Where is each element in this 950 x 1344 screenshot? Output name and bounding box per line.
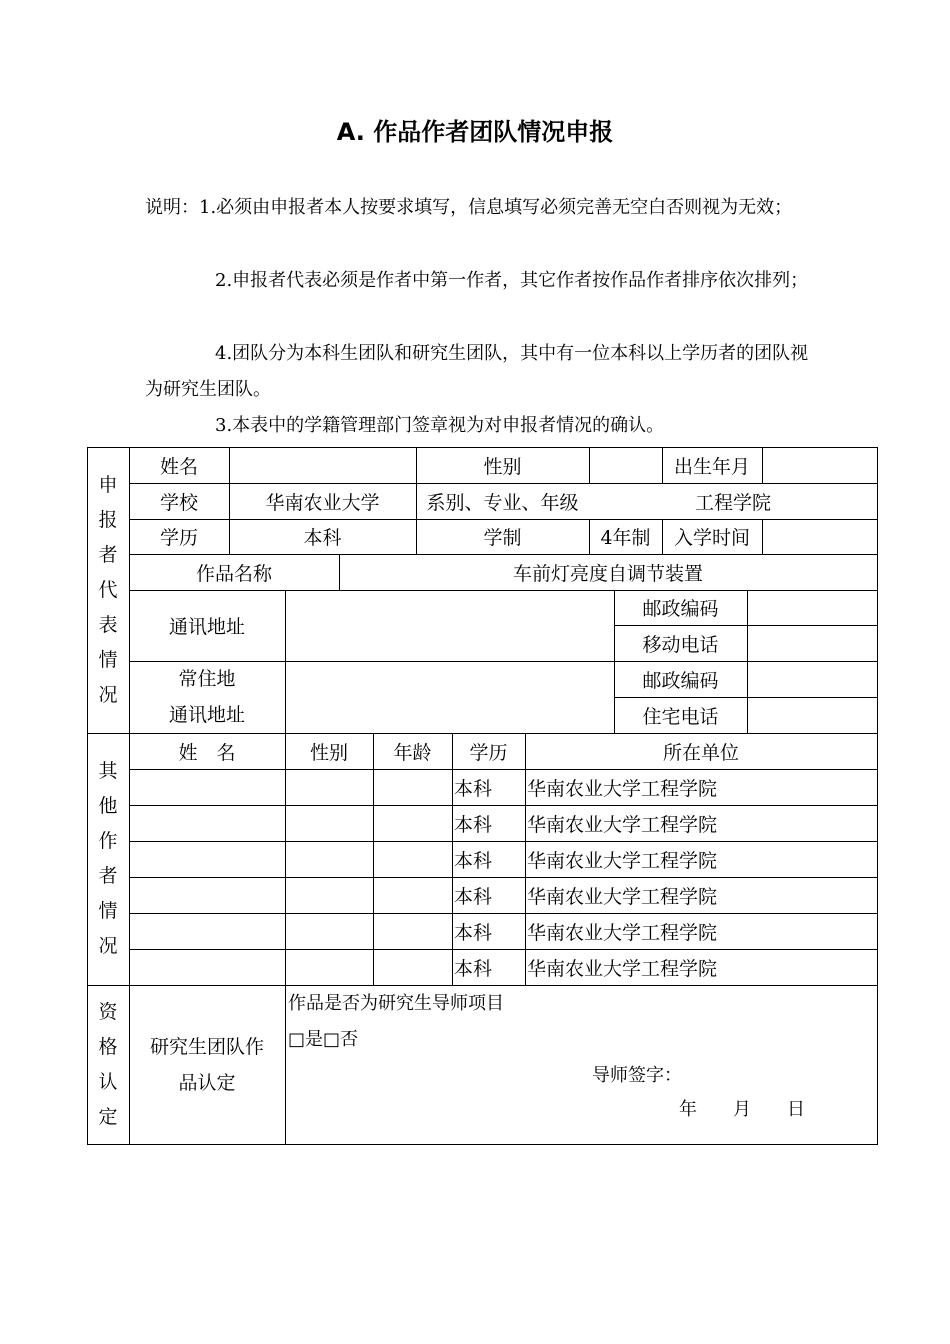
birth-label: 出生年月 (673, 455, 750, 478)
row-education: 本科 (454, 885, 493, 908)
mobile-label: 移动电话 (642, 633, 719, 656)
department-label: 系别、专业、年级 (426, 491, 579, 514)
home-phone-field[interactable] (747, 697, 877, 733)
mobile-field[interactable] (747, 625, 877, 661)
note-3: 4.团队分为本科生团队和研究生团队，其中有一位本科以上学历者的团队视为研究生团队。 (145, 343, 809, 400)
supervisor-signature-label: 导师签字： (592, 1065, 682, 1086)
row-unit: 华南农业大学工程学院 (527, 957, 718, 980)
graduate-team-label: 研究生团队作 品认定 (149, 1036, 264, 1094)
row-education: 本科 (454, 849, 493, 872)
study-system-value: 4年制 (600, 527, 651, 549)
note-4: 3.本表中的学籍管理部门签章视为对申报者情况的确认。 (215, 415, 665, 436)
enrollment-label: 入学时间 (673, 527, 750, 549)
address-label: 通讯地址 (168, 616, 245, 638)
section-label-representative: 申 报 者 代 表 情 况 (98, 473, 118, 706)
page-title: A. 作品作者团队情况申报 (336, 118, 614, 146)
postcode-field[interactable] (747, 590, 877, 625)
school-value: 华南农业大学 (265, 491, 380, 514)
permanent-address-field[interactable] (285, 661, 614, 733)
permanent-address-label: 常住地 通讯地址 (168, 668, 245, 726)
row-unit: 华南农业大学工程学院 (527, 777, 718, 800)
birth-field[interactable] (762, 447, 877, 483)
name-field[interactable] (229, 447, 416, 483)
study-system-label: 学制 (483, 527, 522, 549)
row-education: 本科 (454, 957, 493, 980)
application-form-table (87, 447, 878, 1145)
col-header-education: 学历 (469, 741, 508, 764)
yes-no-checkboxes[interactable]: □是□否 (288, 1029, 359, 1050)
row-unit: 华南农业大学工程学院 (527, 813, 718, 836)
section-label-qualification: 资 格 认 定 (98, 1001, 118, 1128)
row-unit: 华南农业大学工程学院 (527, 921, 718, 944)
note-1: 说明：1.必须由申报者本人按要求填写，信息填写必须完善无空白否则视为无效； (145, 197, 793, 218)
graduate-project-question: 作品是否为研究生导师项目 (288, 993, 504, 1014)
department-value: 工程学院 (694, 491, 771, 514)
col-header-unit: 所在单位 (662, 741, 739, 764)
address-field[interactable] (285, 590, 614, 661)
col-header-name: 姓 名 (178, 741, 236, 764)
work-name-value: 车前灯亮度自调节装置 (512, 562, 703, 585)
signature-date: 年 月 日 (679, 1099, 805, 1120)
work-name-label: 作品名称 (195, 562, 272, 585)
education-value: 本科 (303, 527, 342, 549)
row-unit: 华南农业大学工程学院 (527, 849, 718, 872)
gender-label: 性别 (483, 455, 522, 478)
row-unit: 华南农业大学工程学院 (527, 885, 718, 908)
row-education: 本科 (454, 813, 493, 836)
postcode2-label: 邮政编码 (642, 669, 719, 692)
enrollment-field[interactable] (762, 519, 877, 554)
postcode2-field[interactable] (747, 661, 877, 697)
row-education: 本科 (454, 777, 493, 800)
col-header-age: 年龄 (393, 741, 432, 764)
row-education: 本科 (454, 921, 493, 944)
postcode-label: 邮政编码 (642, 598, 719, 620)
section-label-other-authors: 其 他 作 者 情 况 (98, 760, 118, 957)
education-label: 学历 (159, 527, 198, 549)
home-phone-label: 住宅电话 (642, 705, 719, 728)
name-label: 姓名 (159, 455, 198, 478)
school-label: 学校 (159, 491, 198, 514)
col-header-gender: 性别 (309, 741, 348, 764)
gender-field[interactable] (589, 447, 662, 483)
note-2: 2.申报者代表必须是作者中第一作者，其它作者按作品作者排序依次排列； (215, 270, 809, 291)
